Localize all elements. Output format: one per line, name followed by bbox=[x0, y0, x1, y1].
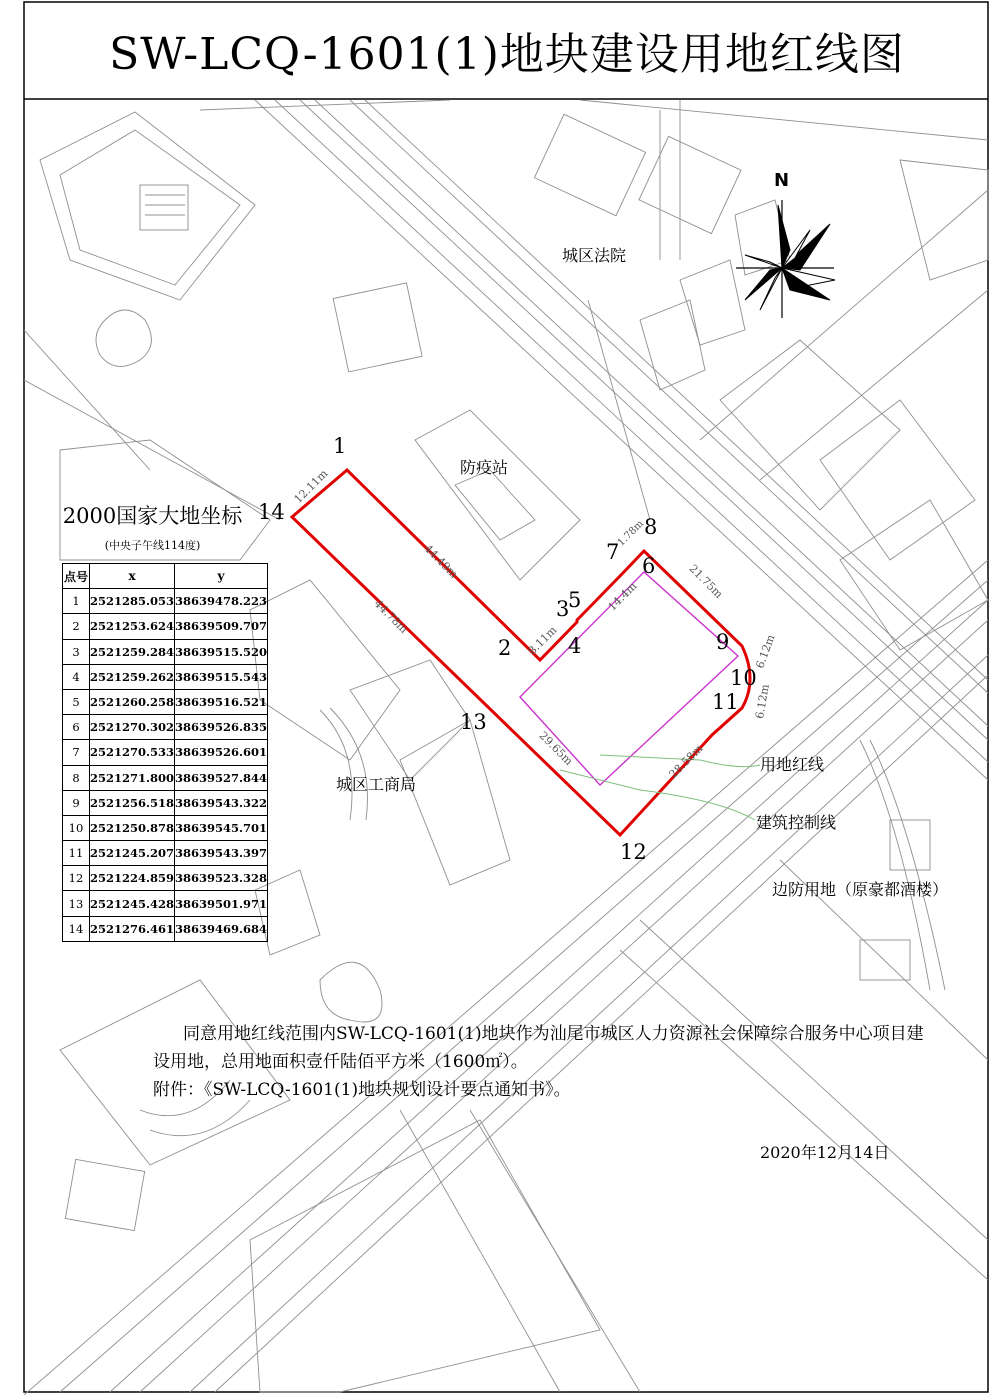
table-row bbox=[63, 841, 268, 866]
point-label-3: 3 bbox=[556, 597, 570, 621]
table-cell-id: 7 bbox=[63, 740, 90, 765]
approval-line-3: 附件：《SW-LCQ-1601(1)地块规划设计要点通知书》。 bbox=[153, 1080, 571, 1100]
point-label-7: 7 bbox=[606, 540, 620, 564]
approval-line-1: 同意用地红线范围内SW-LCQ-1601(1)地块作为汕尾市城区人力资源社会保障综合服务中心项目建 bbox=[183, 1024, 924, 1044]
table-cell-y: 38639543.397 bbox=[175, 841, 268, 866]
table-cell-x: 2521276.461 bbox=[90, 916, 175, 941]
table-cell-y: 38639478.223 bbox=[175, 589, 268, 614]
point-label-11: 11 bbox=[712, 690, 739, 714]
point-label-10: 10 bbox=[730, 666, 757, 690]
coord-table-title: 2000国家大地坐标 bbox=[62, 504, 243, 528]
coord-table bbox=[62, 563, 268, 942]
table-cell-y: 38639501.971 bbox=[175, 891, 268, 916]
table-row bbox=[63, 815, 268, 840]
point-label-5: 5 bbox=[568, 588, 582, 612]
dimension-label: 44.78m bbox=[371, 597, 411, 636]
approval-line-2: 设用地，总用地面积壹仟陆佰平方米（1600㎡）。 bbox=[153, 1052, 528, 1072]
table-row bbox=[63, 589, 268, 614]
table-cell-x: 2521259.262 bbox=[90, 664, 175, 689]
table-cell-y: 38639515.520 bbox=[175, 639, 268, 664]
table-cell-y: 38639516.521 bbox=[175, 689, 268, 714]
coord-table-subtitle: (中央子午线114度) bbox=[104, 539, 201, 552]
table-cell-x: 2521259.284 bbox=[90, 639, 175, 664]
dimension-label: 44.49m bbox=[421, 542, 461, 581]
table-cell-id: 4 bbox=[63, 664, 90, 689]
coord-table-header bbox=[63, 564, 268, 589]
table-row bbox=[63, 614, 268, 639]
table-cell-y: 38639526.601 bbox=[175, 740, 268, 765]
header-x: x bbox=[90, 564, 175, 589]
table-row bbox=[63, 740, 268, 765]
point-label-2: 2 bbox=[498, 636, 512, 660]
point-label-6: 6 bbox=[642, 554, 656, 578]
table-cell-y: 38639523.328 bbox=[175, 866, 268, 891]
table-cell-id: 1 bbox=[63, 589, 90, 614]
point-label-9: 9 bbox=[716, 630, 730, 654]
table-cell-y: 38639545.701 bbox=[175, 815, 268, 840]
table-cell-id: 2 bbox=[63, 614, 90, 639]
table-row bbox=[63, 765, 268, 790]
north-label: N bbox=[774, 170, 790, 191]
point-label-8: 8 bbox=[644, 515, 658, 539]
north-arrow bbox=[736, 200, 835, 318]
dimension-label: 6.12m bbox=[753, 632, 778, 671]
table-cell-id: 12 bbox=[63, 866, 90, 891]
header-y: y bbox=[175, 564, 268, 589]
point-label-13: 13 bbox=[460, 710, 487, 734]
table-row bbox=[63, 790, 268, 815]
table-row bbox=[63, 715, 268, 740]
page-title: SW-LCQ-1601(1)地块建设用地红线图 bbox=[109, 29, 905, 80]
label-border-land: 边防用地（原豪都酒楼） bbox=[772, 880, 949, 899]
point-label-12: 12 bbox=[620, 840, 647, 864]
dimension-label: 14.4m bbox=[605, 579, 640, 614]
legend-red-line: 用地红线 bbox=[760, 755, 825, 774]
table-row bbox=[63, 866, 268, 891]
dimension-label: 29.65m bbox=[536, 729, 576, 768]
table-cell-id: 11 bbox=[63, 841, 90, 866]
table-cell-x: 2521270.533 bbox=[90, 740, 175, 765]
legend-build-line: 建筑控制线 bbox=[756, 813, 837, 832]
table-cell-id: 13 bbox=[63, 891, 90, 916]
table-cell-id: 6 bbox=[63, 715, 90, 740]
table-cell-x: 2521256.518 bbox=[90, 790, 175, 815]
table-row bbox=[63, 664, 268, 689]
dimension-label: 21.75m bbox=[686, 562, 726, 601]
table-cell-x: 2521271.800 bbox=[90, 765, 175, 790]
table-cell-x: 2521245.428 bbox=[90, 891, 175, 916]
point-label-14: 14 bbox=[258, 500, 285, 524]
table-cell-y: 38639509.707 bbox=[175, 614, 268, 639]
dimension-label: 28.58m bbox=[666, 742, 706, 781]
approval-text bbox=[153, 1020, 953, 1104]
table-cell-x: 2521285.053 bbox=[90, 589, 175, 614]
table-cell-y: 38639543.322 bbox=[175, 790, 268, 815]
table-cell-x: 2521250.878 bbox=[90, 815, 175, 840]
table-cell-x: 2521245.207 bbox=[90, 841, 175, 866]
table-row bbox=[63, 916, 268, 941]
table-cell-id: 3 bbox=[63, 639, 90, 664]
point-label-1: 1 bbox=[333, 434, 347, 458]
table-cell-id: 9 bbox=[63, 790, 90, 815]
dimension-label: 8.11m bbox=[525, 623, 560, 658]
table-cell-y: 38639527.844 bbox=[175, 765, 268, 790]
table-row bbox=[63, 891, 268, 916]
table-cell-id: 14 bbox=[63, 916, 90, 941]
table-cell-id: 5 bbox=[63, 689, 90, 714]
table-cell-y: 38639469.684 bbox=[175, 916, 268, 941]
point-label-4: 4 bbox=[568, 634, 582, 658]
table-row bbox=[63, 639, 268, 664]
table-cell-x: 2521260.258 bbox=[90, 689, 175, 714]
table-cell-x: 2521270.302 bbox=[90, 715, 175, 740]
label-commerce-bureau: 城区工商局 bbox=[336, 775, 417, 794]
table-cell-y: 38639515.543 bbox=[175, 664, 268, 689]
table-cell-x: 2521253.624 bbox=[90, 614, 175, 639]
table-cell-y: 38639526.835 bbox=[175, 715, 268, 740]
label-epidemic-station: 防疫站 bbox=[460, 458, 509, 477]
dimension-label: 6.12m bbox=[753, 683, 772, 720]
issue-date: 2020年12月14日 bbox=[760, 1143, 890, 1162]
header-point: 点号 bbox=[63, 564, 90, 589]
label-court: 城区法院 bbox=[562, 246, 627, 265]
table-cell-id: 8 bbox=[63, 765, 90, 790]
table-cell-id: 10 bbox=[63, 815, 90, 840]
dimension-label: 1.78m bbox=[615, 518, 646, 549]
dimension-label: 12.11m bbox=[291, 467, 331, 506]
table-cell-x: 2521224.859 bbox=[90, 866, 175, 891]
table-row bbox=[63, 689, 268, 714]
